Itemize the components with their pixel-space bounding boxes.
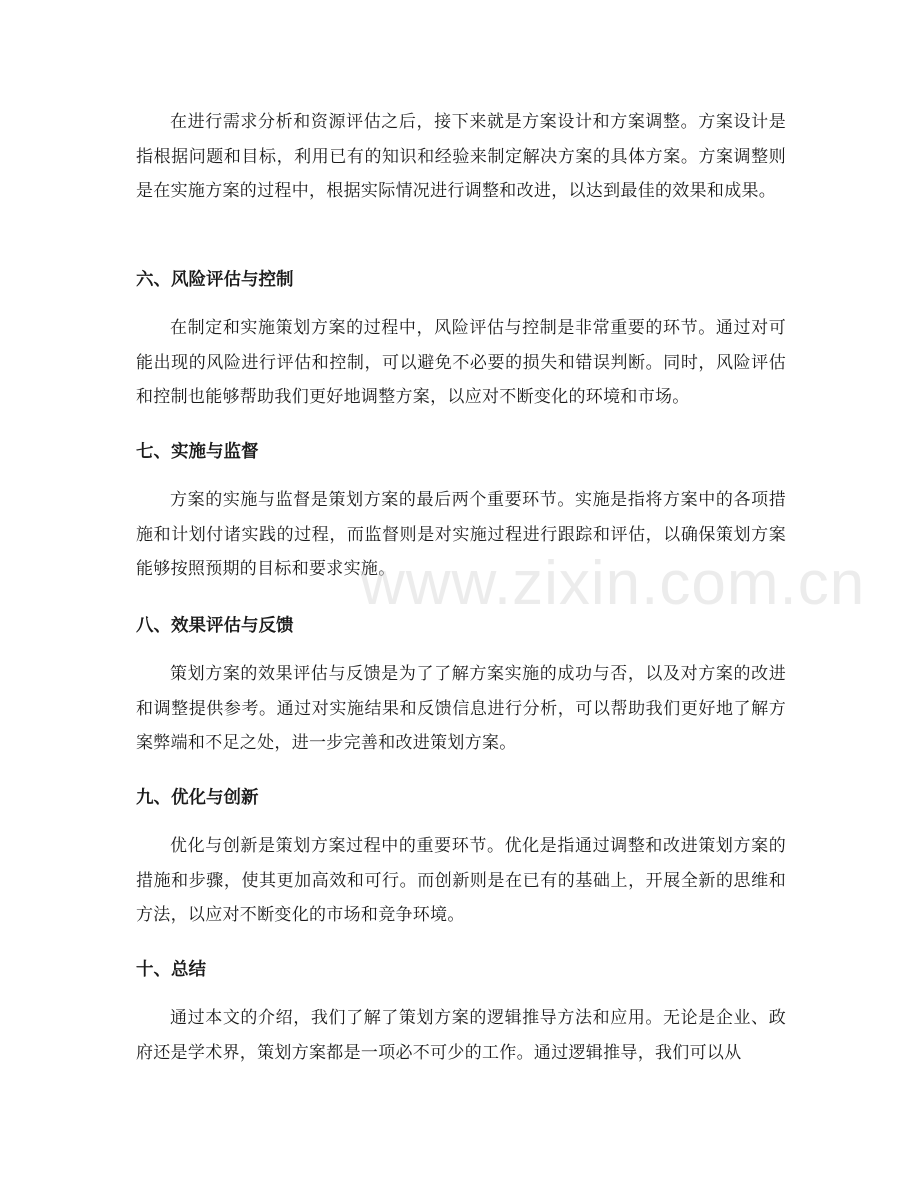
section-heading: 八、效果评估与反馈 (136, 616, 294, 636)
section-body-6 (136, 311, 786, 415)
section-body-9 (136, 829, 786, 933)
section-paragraph: 通过本文的介绍，我们了解了策划方案的逻辑推导方法和应用。无论是企业、政府还是学术界，策划方案都是一项必不可少的工作。通过逻辑推导，我们可以从 (136, 1008, 786, 1063)
section-heading-8 (136, 614, 786, 638)
section-heading: 六、风险评估与控制 (136, 270, 294, 290)
section-paragraph: 在制定和实施策划方案的过程中，风险评估与控制是非常重要的环节。通过对可能出现的风险进行评估和控制，可以避免不必要的损失和错误判断。同时，风险评估和控制也能够帮助我们更好地调整方案，以应对不断变化的环境和市场。 (136, 318, 786, 407)
section-heading-10 (136, 958, 786, 982)
section-paragraph: 优化与创新是策划方案过程中的重要环节。优化是指通过调整和改进策划方案的措施和步骤，使其更加高效和可行。而创新则是在已有的基础上，开展全新的思维和方法，以应对不断变化的市场和竞争环境。 (136, 836, 786, 925)
watermark: www.zixin.com.cn (360, 549, 866, 618)
section-heading: 十、总结 (136, 960, 206, 980)
intro-paragraph: 在进行需求分析和资源评估之后，接下来就是方案设计和方案调整。方案设计是指根据问题和目标，利用已有的知识和经验来制定解决方案的具体方案。方案调整则是在实施方案的过程中，根据实际情况进行调整和改进，以达到最佳的效果和成果。 (136, 112, 786, 201)
section-body-10 (136, 1001, 786, 1070)
intro-paragraph-block (136, 105, 786, 209)
section-heading: 七、实施与监督 (136, 442, 259, 462)
section-heading: 九、优化与创新 (136, 788, 259, 808)
section-heading-7 (136, 440, 786, 464)
section-body-7 (136, 483, 786, 587)
section-paragraph: 策划方案的效果评估与反馈是为了了解方案实施的成功与否，以及对方案的改进和调整提供参考。通过对实施结果和反馈信息进行分析，可以帮助我们更好地了解方案弊端和不足之处，进一步完善和改进策划方案。 (136, 664, 786, 753)
section-heading-9 (136, 786, 786, 810)
section-heading-6 (136, 268, 786, 292)
section-body-8 (136, 657, 786, 761)
section-paragraph: 方案的实施与监督是策划方案的最后两个重要环节。实施是指将方案中的各项措施和计划付诸实践的过程，而监督则是对实施过程进行跟踪和评估，以确保策划方案能够按照预期的目标和要求实施。 (136, 490, 786, 579)
